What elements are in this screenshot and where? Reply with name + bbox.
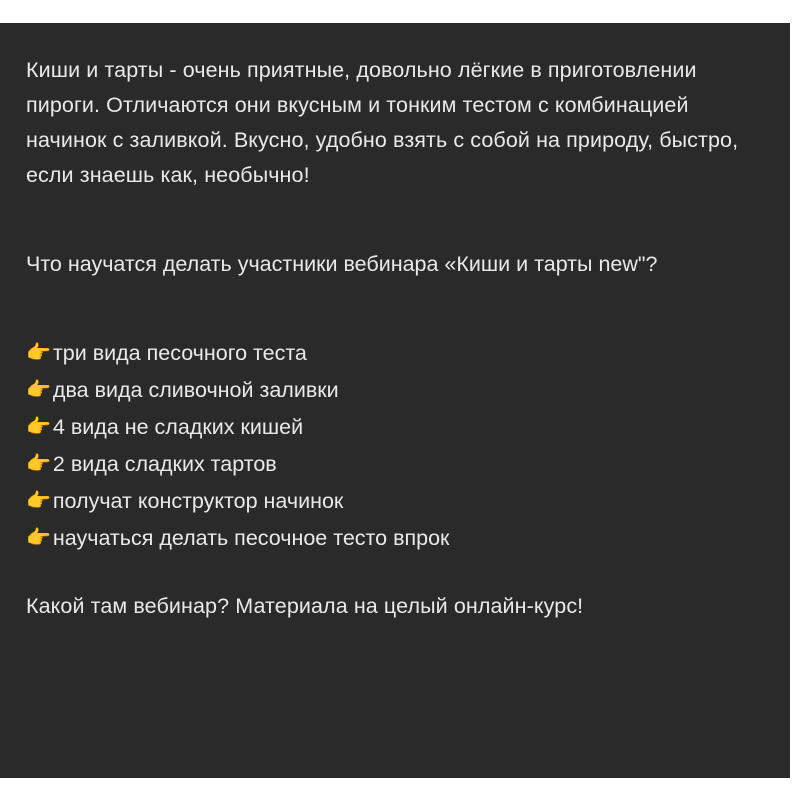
list-item	[26, 483, 764, 520]
list-item-label: 4 вида не сладких кишей	[52, 415, 304, 439]
list-item	[26, 335, 764, 372]
list-item	[26, 409, 764, 446]
list-item-label: три вида песочного теста	[52, 341, 307, 365]
spacer-1	[26, 193, 764, 225]
pointing-right-hand-icon: 👉	[26, 490, 51, 512]
spacer-2	[26, 303, 764, 335]
question-paragraph: Что научатся делать участники вебинара «Киши и тарты new"?	[26, 251, 658, 276]
intro-paragraph: Киши и тарты - очень приятные, довольно лёгкие в приготовлении пироги. Отличаются они вкусным и тонким тестом с комбинацией начинок с заливкой. Вкусно, удобно взять с собой на природу, быстро, если знаешь как, необычно!	[26, 58, 739, 187]
closing-paragraph: Какой там вебинар? Материала на целый онлайн-курс!	[26, 594, 584, 618]
list-item-label: научаться делать песочное тесто впрок	[52, 526, 450, 550]
benefits-list	[26, 335, 764, 557]
pointing-right-hand-icon: 👉	[26, 453, 51, 475]
list-item-label: 2 вида сладких тартов	[52, 452, 277, 476]
pointing-right-hand-icon: 👉	[26, 342, 51, 364]
pointing-right-hand-icon: 👉	[26, 379, 51, 401]
list-item-label: два вида сливочной заливки	[52, 378, 339, 402]
list-item	[26, 446, 764, 483]
list-item	[26, 520, 764, 557]
spacer-3	[26, 557, 764, 589]
pointing-right-hand-icon: 👉	[26, 416, 51, 438]
post-card	[0, 23, 790, 778]
list-item-label: получат конструктор начинок	[52, 489, 344, 513]
list-item	[26, 372, 764, 409]
pointing-right-hand-icon: 👉	[26, 527, 51, 549]
